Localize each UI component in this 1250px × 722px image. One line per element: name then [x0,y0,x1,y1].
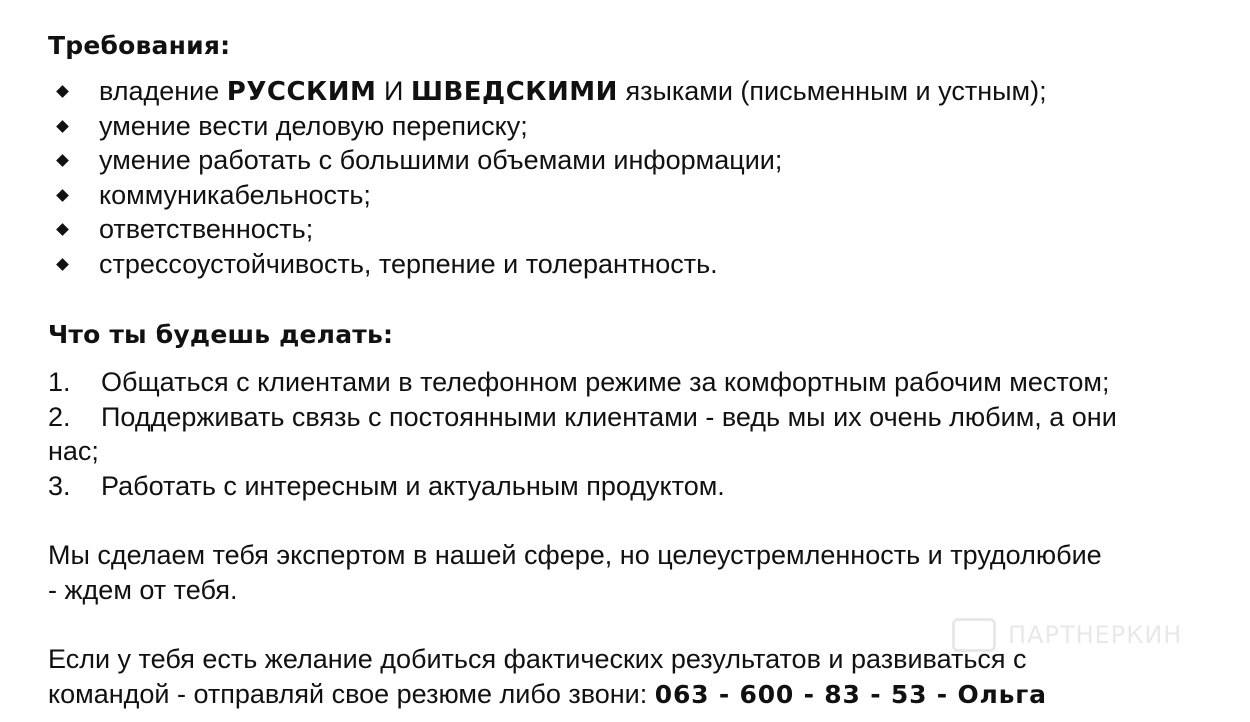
paragraph-line: командой - отправляй свое резюме либо звони: [48,678,655,709]
phone-number: 063 - 600 - 83 - 53 - Ольга [654,679,1047,709]
requirements-list [48,74,1218,281]
diamond-bullet-icon [56,85,69,98]
list-item-continuation: нас; [48,436,99,466]
list-item-text: языками (письменным и устным); [617,76,1047,106]
diamond-bullet-icon [56,120,69,133]
document [48,28,1218,712]
list-item [48,143,1218,178]
paragraph-line: Если у тебя есть желание добиться фактических результатов и развиваться с [48,644,1027,674]
tasks-heading: Что ты будешь делать: [48,320,394,349]
highlight-swedish: ШВЕДСКИМИ [410,77,618,107]
list-item-number: 3. [48,470,71,501]
paragraph-line: - ждем от тебя. [48,574,238,605]
list-item-text: стрессоустойчивость, терпение и толерантность. [99,248,718,279]
list-item-text: Работать с интересным и актуальным продуктом. [101,470,725,501]
list-item-text: Поддерживать связь с постоянными клиентами - ведь мы их очень любим, а они [101,401,1117,432]
list-item-number: 2. [48,401,71,432]
list-item-text: умение вести деловую переписку; [99,110,528,141]
tasks-list [48,365,1218,503]
list-item [48,212,1218,247]
requirements-heading: Требования: [48,31,231,60]
expert-paragraph [48,538,1218,607]
paragraph-line: Мы сделаем тебя экспертом в нашей сфере, но целеустремленность и трудолюбие [48,540,1102,570]
list-item [48,365,1218,400]
list-item-text: ответственность; [99,214,314,244]
list-item-text: умение работать с большими объемами информации; [99,145,783,175]
list-item [48,74,1218,109]
list-item-text: владение [99,76,227,106]
list-item [48,178,1218,213]
list-item [48,109,1218,144]
list-item-text: И [376,76,411,106]
diamond-bullet-icon [56,154,69,167]
highlight-russian: РУССКИМ [226,77,377,107]
diamond-bullet-icon [56,258,69,271]
watermark [952,618,1182,652]
logo-icon [952,618,996,652]
list-item [48,400,1218,469]
contact-paragraph [48,642,1218,712]
list-item-number: 1. [48,367,71,397]
list-item [48,469,1218,504]
watermark-text: ПАРТНЕРКИН [1008,621,1183,649]
list-item-text: Общаться с клиентами в телефонном режиме за комфортным рабочим местом; [101,367,1110,397]
diamond-bullet-icon [56,189,69,202]
list-item-text: коммуникабельность; [99,179,371,210]
diamond-bullet-icon [56,223,69,236]
list-item [48,247,1218,282]
